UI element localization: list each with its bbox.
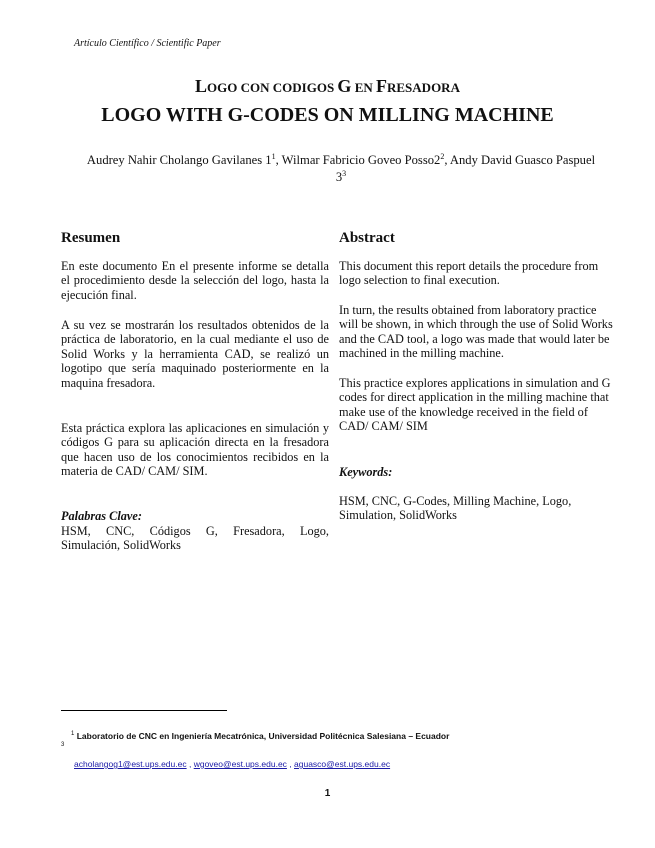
author-3-affil: 3 <box>342 169 347 179</box>
author-1: Audrey Nahir Cholango Gavilanes 1 <box>86 153 272 168</box>
title-spanish <box>0 76 655 97</box>
palabras-clave-text: HSM, CNC, Códigos G, Fresadora, Logo, Simulación, SolidWorks <box>61 524 329 553</box>
author-emails <box>74 759 390 769</box>
keywords-text: HSM, CNC, G-Codes, Milling Machine, Logo, Simulation, SolidWorks <box>339 494 572 523</box>
title-english: LOGO WITH G-CODES ON MILLING MACHINE <box>101 104 554 126</box>
page-number: 1 <box>324 788 331 799</box>
footnote-1 <box>71 731 449 741</box>
resumen-heading: Resumen <box>61 230 121 246</box>
title-es-part: OGO CON CODIGOS <box>207 80 338 95</box>
email-link-1[interactable]: acholangog1@est.ups.edu.ec <box>74 759 187 769</box>
author-2: , Wilmar Fabricio Goveo Posso2 <box>275 153 441 168</box>
author-2-affil: 2 <box>440 152 445 161</box>
email-link-3[interactable]: aguasco@est.ups.edu.ec <box>294 759 391 769</box>
resumen-paragraph-2: A su vez se mostrarán los resultados obtenidos de la práctica de laboratorio, en la cual mediante el uso de Solid Works y la herramienta CAD, se realizó un logotipo que sería maquinado posteriormente en la maquina fresadora. <box>61 318 329 390</box>
title-es-part: L <box>195 76 208 96</box>
journal-header-note: Artículo Científico / Scientific Paper <box>74 38 221 49</box>
keywords-label: Keywords: <box>339 465 393 479</box>
resumen-paragraph-3: Esta práctica explora las aplicaciones en simulación y códigos G para su aplicación directa en la fresadora que hacen uso de los conocimientos recibidos en la materia de CAD/ CAM/ SIM. <box>61 421 329 479</box>
abstract-paragraph-3: This practice explores applications in simulation and G codes for direct application in the milling machine that make use of the knowledge received in the field of CAD/ CAM/ SIM <box>339 376 611 434</box>
title-es-part: G <box>337 76 352 96</box>
title-es-part: EN <box>351 80 376 95</box>
footnote-separator <box>61 710 227 711</box>
footnote-1-mark: 1 <box>71 731 75 738</box>
palabras-clave-label: Palabras Clave: <box>61 509 142 523</box>
abstract-heading: Abstract <box>339 230 395 246</box>
author-list <box>76 150 606 184</box>
abstract-paragraph-1: This document this report details the procedure from logo selection to final execution. <box>339 259 599 288</box>
footnote-3-mark: 3 <box>61 742 65 748</box>
author-1-affil: 1 <box>271 152 276 161</box>
footnote-1-text: Laboratorio de CNC en Ingeniería Mecatrónica, Universidad Politécnica Salesiana – Ecuador <box>76 731 450 741</box>
title-es-part: RESADORA <box>387 80 460 95</box>
email-separator: , <box>186 759 194 769</box>
title-es-part: F <box>376 76 387 96</box>
resumen-paragraph-1: En este documento En el presente informe se detalla el procedimiento desde la selección del logo, hasta la ejecución final. <box>61 259 329 302</box>
email-link-2[interactable]: wgoveo@est.ups.edu.ec <box>193 759 287 769</box>
author-3-line2: 3 <box>335 170 343 185</box>
abstract-paragraph-2: In turn, the results obtained from laboratory practice will be shown, in which through the use of Solid Works and the CAD tool, a logo was made that would later be machined in the milling machine. <box>339 303 613 361</box>
email-separator: , <box>286 759 295 769</box>
author-3: , Andy David Guasco Paspuel <box>444 153 596 168</box>
